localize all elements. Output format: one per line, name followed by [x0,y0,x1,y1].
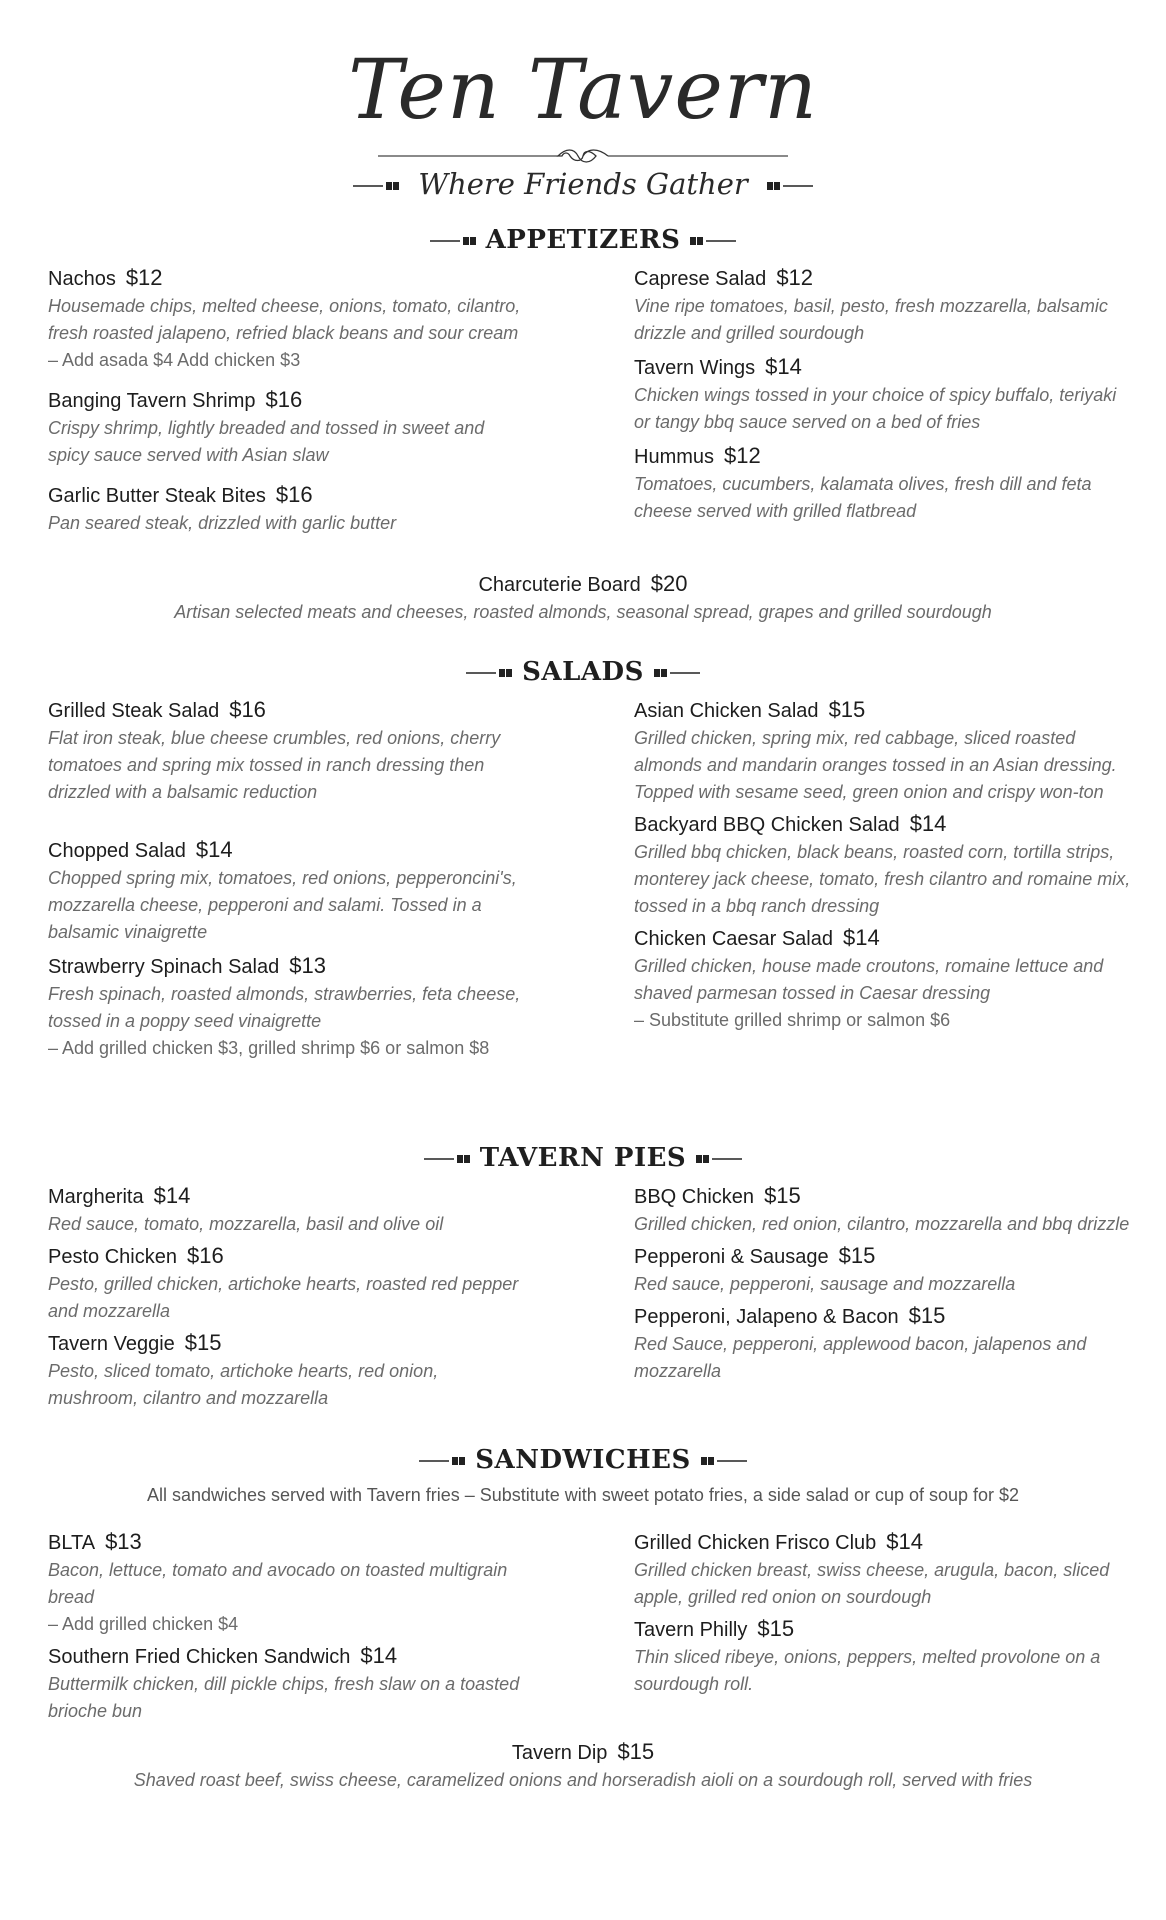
item-price: $12 [724,443,761,468]
sandwich-note: All sandwiches served with Tavern fries – Substitute with sweet potato fries, a side salad or cup of soup for $2 [146,1485,1020,1505]
ornament-left-icon [424,1153,470,1165]
item-price: $15 [757,1616,795,1641]
ornament-right-icon [767,180,813,192]
ornament-left-icon [466,667,512,679]
menu-item [48,264,528,374]
item-description: Bacon, lettuce, tomato and avocado on toasted multigrain bread [48,1560,508,1607]
item-name: Grilled Chicken Frisco Club [634,1532,877,1554]
item-name: Banging Tavern Shrimp [48,390,256,412]
item-name: Caprese Salad [634,268,767,290]
item-name: Nachos [48,268,116,290]
item-name: Tavern Dip [511,1742,608,1764]
menu-item [48,952,528,1062]
item-description: Grilled bbq chicken, black beans, roasted corn, tortilla strips, monterey jack cheese, tomato, fresh cilantro and romaine mix, tossed in a bbq ranch dressing [634,842,1131,916]
menu-item [634,264,1134,347]
item-description: Pesto, sliced tomato, artichoke hearts, red onion, mushroom, cilantro and mozzarella [48,1361,439,1408]
item-price: $15 [908,1303,946,1328]
item-description: Crispy shrimp, lightly breaded and tossed in sweet and spicy sauce served with Asian slaw [48,418,485,465]
item-price: $14 [360,1643,398,1668]
item-description: Red Sauce, pepperoni, applewood bacon, jalapenos and mozzarella [634,1334,1087,1381]
item-name: Asian Chicken Salad [634,700,819,722]
ornament-left-icon [430,235,476,247]
item-price: $14 [765,354,802,379]
item-price: $13 [289,953,326,978]
item-price: $14 [195,837,233,862]
item-addon: – Add grilled chicken $4 [48,1614,239,1634]
menu-item [634,1615,1134,1698]
item-name: Hummus [634,446,715,468]
item-description: Buttermilk chicken, dill pickle chips, fresh slaw on a toasted brioche bun [48,1674,520,1721]
item-name: Pesto Chicken [48,1246,177,1268]
item-price: $12 [776,265,814,290]
menu-item [634,1302,1134,1385]
item-price: $16 [229,697,266,722]
item-description: Pan seared steak, drizzled with garlic butter [48,513,397,533]
item-description: Fresh spinach, roasted almonds, strawberries, feta cheese, tossed in a poppy seed vinaigrette [48,984,521,1031]
section-title-appetizers: APPETIZERS [0,222,1166,258]
salads-left-column [48,696,528,1074]
item-price: $15 [828,697,866,722]
item-price: $15 [617,1739,655,1764]
menu-item [634,924,1134,1034]
item-price: $14 [886,1529,924,1554]
item-name: Strawberry Spinach Salad [48,956,280,978]
item-description: Vine ripe tomatoes, basil, pesto, fresh mozzarella, balsamic drizzle and grilled sourdough [634,296,1108,343]
item-description: Housemade chips, melted cheese, onions, tomato, cilantro, fresh roasted jalapeno, refried black beans and sour cream [48,296,521,343]
item-name: BLTA [48,1532,96,1554]
item-description: Red sauce, tomato, mozzarella, basil and olive oil [48,1214,444,1234]
item-description: Chicken wings tossed in your choice of spicy buffalo, teriyaki or tangy bbq sauce served on a bed of fries [634,385,1117,432]
menu-item [48,1242,528,1325]
item-price: $15 [184,1330,222,1355]
tagline: Where Friends Gather [418,167,748,201]
item-description: Artisan selected meats and cheeses, roasted almonds, seasonal spread, grapes and grilled sourdough [174,602,992,622]
menu-item-centered [0,1738,1166,1794]
item-description: Grilled chicken, house made croutons, romaine lettuce and shaved parmesan tossed in Caesar dressing [634,956,1104,1003]
menu-item [634,696,1134,806]
menu-item [48,836,528,946]
item-name: Southern Fried Chicken Sandwich [48,1646,351,1668]
ornament-right-icon [701,1455,747,1467]
sandwiches-left-column [48,1528,528,1737]
item-name: Pepperoni, Jalapeno & Bacon [634,1306,899,1328]
item-name: Tavern Wings [634,357,756,379]
item-description: Thin sliced ribeye, onions, peppers, melted provolone on a sourdough roll. [634,1647,1101,1694]
restaurant-logo: Ten Tavern [348,43,818,138]
item-description: Tomatoes, cucumbers, kalamata olives, fresh dill and feta cheese served with grilled flatbread [634,474,1092,521]
item-name: Grilled Steak Salad [48,700,220,722]
item-name: Backyard BBQ Chicken Salad [634,814,900,836]
pies-left-column [48,1182,528,1424]
menu-item [48,1528,528,1638]
item-price: $16 [186,1243,224,1268]
menu-item [48,1182,528,1238]
item-name: Pepperoni & Sausage [634,1246,829,1268]
section-title-salads: SALADS [0,654,1166,690]
menu-item [634,1528,1134,1611]
item-description: Shaved roast beef, swiss cheese, caramelized onions and horseradish aioli on a sourdough roll, served with fries [133,1770,1033,1790]
menu-item-centered [0,570,1166,626]
menu-item [634,353,1134,436]
item-price: $13 [105,1529,142,1554]
menu-item [48,696,528,806]
menu-item [48,386,528,469]
appetizers-right-column [634,264,1134,537]
item-price: $14 [843,925,880,950]
item-name: Margherita [48,1186,144,1208]
item-price: $12 [125,265,163,290]
item-name: Charcuterie Board [478,574,641,596]
menu-item [634,1242,1134,1298]
ornament-left-icon [419,1455,465,1467]
menu-item [48,481,528,537]
item-name: Chicken Caesar Salad [634,928,833,950]
tagline-row [0,164,1166,204]
sandwiches-right-column [634,1528,1134,1710]
item-price: $14 [909,811,947,836]
menu-item [634,442,1134,525]
item-price: $15 [764,1183,801,1208]
pies-right-column [634,1182,1134,1397]
item-name: BBQ Chicken [634,1186,755,1208]
item-description: Pesto, grilled chicken, artichoke hearts, roasted red pepper and mozzarella [48,1274,519,1321]
item-addon: – Substitute grilled shrimp or salmon $6 [634,1010,951,1030]
ornament-left-icon [353,180,399,192]
item-description: Grilled chicken, red onion, cilantro, mozzarella and bbq drizzle [634,1214,1130,1234]
item-description: Chopped spring mix, tomatoes, red onions, pepperoncini's, mozzarella cheese, pepperoni and salami. Tossed in a balsamic vinaigrette [48,868,517,942]
ornament-right-icon [696,1153,742,1165]
section-title-sandwiches: SANDWICHES [0,1442,1166,1478]
item-addon: – Add grilled chicken $3, grilled shrimp $6 or salmon $8 [48,1038,490,1058]
ornament-right-icon [654,667,700,679]
menu-item [48,1329,528,1412]
menu-item [48,1642,528,1725]
item-description: Grilled chicken, spring mix, red cabbage, sliced roasted almonds and mandarin oranges tossed in an Asian dressing. Topped with sesame seed, green onion and crispy won-ton [634,728,1117,802]
item-name: Garlic Butter Steak Bites [48,485,266,507]
appetizers-left-column [48,264,528,549]
item-description: Grilled chicken breast, swiss cheese, arugula, bacon, sliced apple, grilled red onion on sourdough [634,1560,1110,1607]
item-price: $16 [275,482,313,507]
item-price: $16 [265,387,303,412]
item-name: Chopped Salad [48,840,186,862]
ornament-right-icon [690,235,736,247]
menu-item [634,810,1134,920]
item-description: Red sauce, pepperoni, sausage and mozzarella [634,1274,1016,1294]
item-addon: – Add asada $4 Add chicken $3 [48,350,301,370]
item-description: Flat iron steak, blue cheese crumbles, red onions, cherry tomatoes and spring mix tossed in ranch dressing then drizzled with a balsamic reduction [48,728,501,802]
item-price: $14 [153,1183,191,1208]
item-price: $20 [650,571,688,596]
salads-right-column [634,696,1134,1046]
menu-item [634,1182,1134,1238]
item-name: Tavern Veggie [48,1333,175,1355]
item-price: $15 [838,1243,876,1268]
section-title-pies: TAVERN PIES [0,1140,1166,1176]
item-name: Tavern Philly [634,1619,748,1641]
